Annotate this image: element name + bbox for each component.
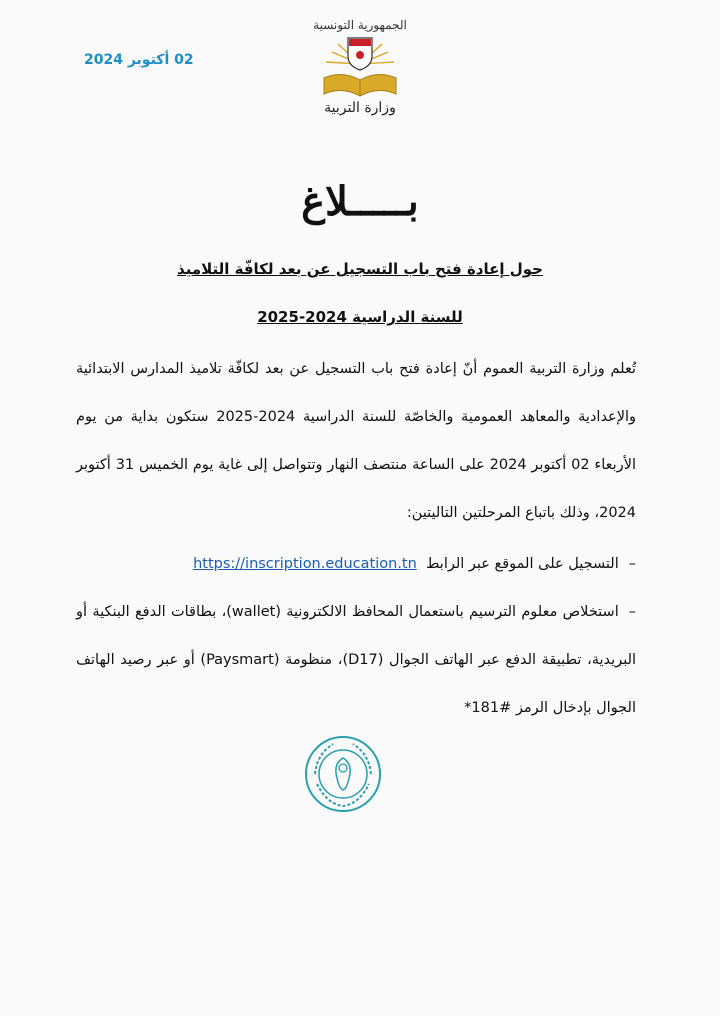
emblem-book-icon [318, 34, 402, 100]
registration-link[interactable]: https://inscription.education.tn [193, 556, 417, 572]
steps-list [76, 540, 636, 732]
list-item [76, 540, 636, 588]
ministry-logo [300, 14, 420, 144]
official-stamp-icon [303, 734, 383, 814]
ministry-name: وزارة التربية [324, 100, 396, 116]
republic-name: الجمهورية التونسية [313, 18, 407, 32]
list-item [76, 588, 636, 732]
document-date: 02 أكتوبر 2024 [84, 52, 194, 68]
announcement-paragraph: تُعلم وزارة التربية العموم أنّ إعادة فتح باب التسجيل عن بعد لكافّة تلاميذ المدارس الابتدائية والإعدادية والمعاهد العمومية والخاصّة للسنة الدراسية 2024-2025 ستكون بداية من يوم الأربعاء 02 أكتوبر 2024 على الساعة منتصف النهار وتتواصل إلى غاية يوم الخميس 31 أكتوبر 2024، وذلك باتباع المرحلتين التاليتين: [76, 361, 637, 521]
announcement-title: بـــــلاغ [301, 178, 419, 225]
dash-bullet: – [628, 604, 636, 620]
step-1-text: التسجيل على الموقع عبر الرابط [426, 556, 619, 572]
subtitle-line-1: حول إعادة فتح باب التسجيل عن بعد لكافّة التلاميذ [177, 260, 543, 278]
step-2-text: استخلاص معلوم الترسيم باستعمال المحافظ الالكترونية (wallet)، بطاقات الدفع البنكية أو البريدية، تطبيقة الدفع عبر الهاتف الجوال (D17)، منظومة (Paysmart) أو عبر رصيد الهاتف الجوال بإدخال الرمز #181* [76, 604, 637, 716]
dash-bullet: – [628, 556, 636, 572]
subtitle-line-2: للسنة الدراسية 2024-2025 [257, 308, 463, 326]
